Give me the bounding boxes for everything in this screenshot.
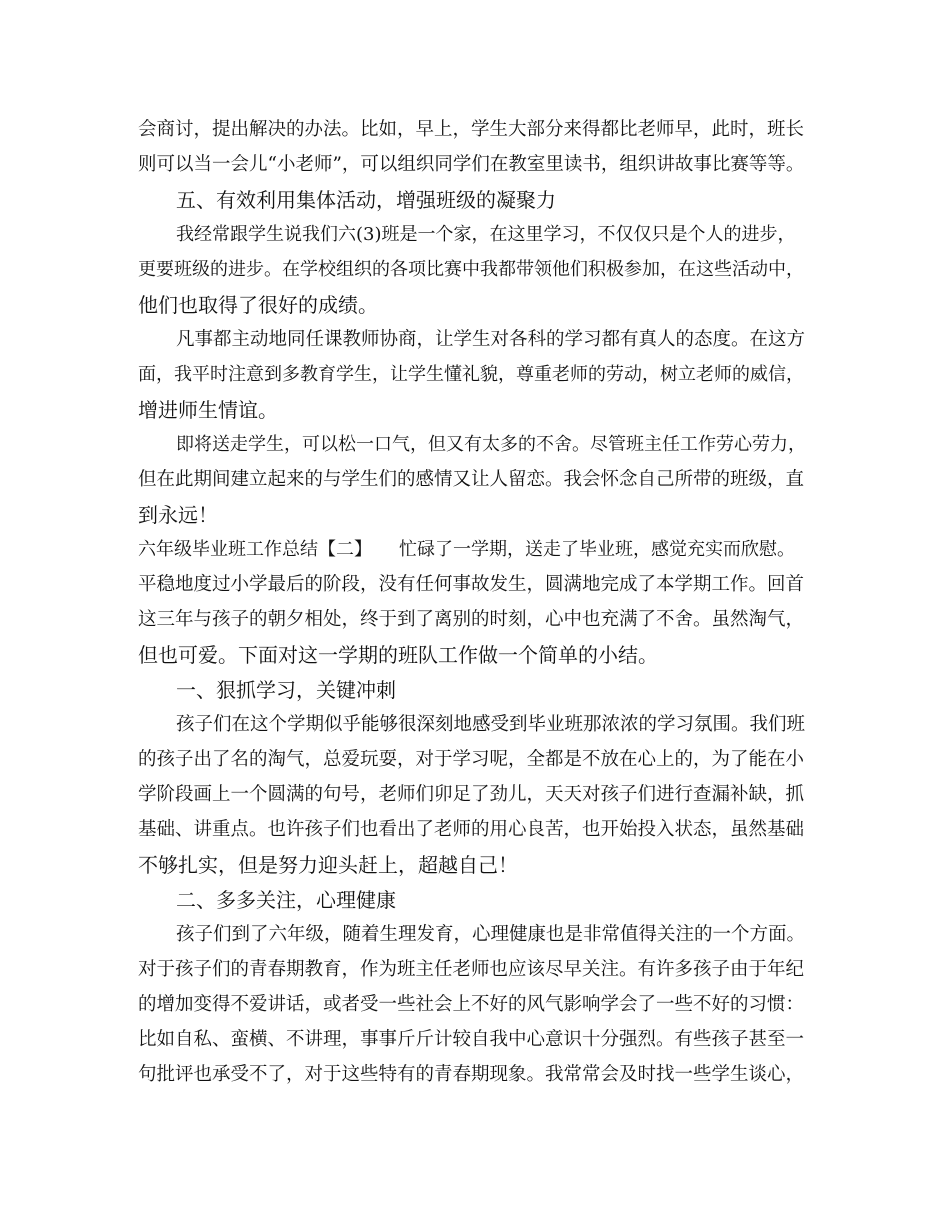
text-line: 更要班级的进步。在学校组织的各项比赛中我都带领他们积极参加，在这些活动中， <box>138 259 804 280</box>
text-line: 增进师生情谊。 <box>138 398 278 422</box>
text-line: 但也可爱。下面对这一学期的班队工作做一个简单的小结。 <box>138 643 658 667</box>
text-line: 凡事都主动地同任课教师协商，让学生对各科的学习都有真人的态度。在这方 <box>176 329 806 350</box>
text-line: 孩子们到了六年级，随着生理发育，心理健康也是非常值得关注的一个方面。 <box>176 924 806 945</box>
text-line: 这三年与孩子的朝夕相处，终于到了离别的时刻，心中也充满了不舍。虽然淘气， <box>138 609 805 630</box>
text-line: 则可以当一会儿“小老师”，可以组织同学们在教室里读书，组织讲故事比赛等等。 <box>138 154 805 175</box>
text-line: 的孩子出了名的淘气，总爱玩耍，对于学习呢，全都是不放在心上的，为了能在小 <box>138 749 805 770</box>
text-line: 句批评也承受不了，对于这些特有的青春期现象。我常常会及时找一些学生谈心， <box>138 1064 805 1085</box>
text-line: 的增加变得不爱讲话，或者受一些社会上不好的风气影响学会了一些不好的习惯： <box>138 994 805 1015</box>
text-line: 孩子们在这个学期似乎能够很深刻地感受到毕业班那浓浓的学习氛围。我们班 <box>176 714 806 735</box>
text-line: 平稳地度过小学最后的阶段，没有任何事故发生，圆满地完成了本学期工作。回首 <box>138 574 805 595</box>
section-heading: 二、多多关注，心理健康 <box>176 888 396 912</box>
text-line: 面，我平时注意到多教育学生，让学生懂礼貌，尊重老师的劳动，树立老师的威信， <box>138 364 804 385</box>
text-line: 到永远！ <box>138 503 218 527</box>
text-line: 对于孩子们的青春期教育，作为班主任老师也应该尽早关注。有许多孩子由于年纪 <box>138 959 805 980</box>
text-line: 比如自私、蛮横、不讲理，事事斤斤计较自我中心意识十分强烈。有些孩子甚至一 <box>138 1029 805 1050</box>
text-line: 即将送走学生，可以松一口气，但又有太多的不舍。尽管班主任工作劳心劳力， <box>176 434 806 455</box>
section-heading: 五、有效利用集体活动，增强班级的凝聚力 <box>176 188 556 212</box>
text-line: 不够扎实，但是努力迎头赶上，超越自己！ <box>138 853 518 877</box>
text-line: 他们也取得了很好的成绩。 <box>138 293 378 317</box>
text-line: 学阶段画上一个圆满的句号，老师们卯足了劲儿，天天对孩子们进行查漏补缺，抓 <box>138 784 805 805</box>
text-line: 但在此期间建立起来的与学生们的感情又让人留恋。我会怀念自己所带的班级，直 <box>138 469 805 490</box>
text-line: 基础、讲重点。也许孩子们也看出了老师的用心良苦，也开始投入状态，虽然基础 <box>138 819 805 840</box>
text-line: 会商讨，提出解决的办法。比如，早上，学生大部分来得都比老师早，此时，班长 <box>138 119 805 140</box>
section-heading: 一、狠抓学习，关键冲刺 <box>176 678 396 702</box>
text-line: 我经常跟学生说我们六(3)班是一个家，在这里学习，不仅仅只是个人的进步， <box>176 224 796 245</box>
article-title-line: 六年级毕业班工作总结【二】 忙碌了一学期，送走了毕业班，感觉充实而欣慰。 <box>138 539 795 560</box>
